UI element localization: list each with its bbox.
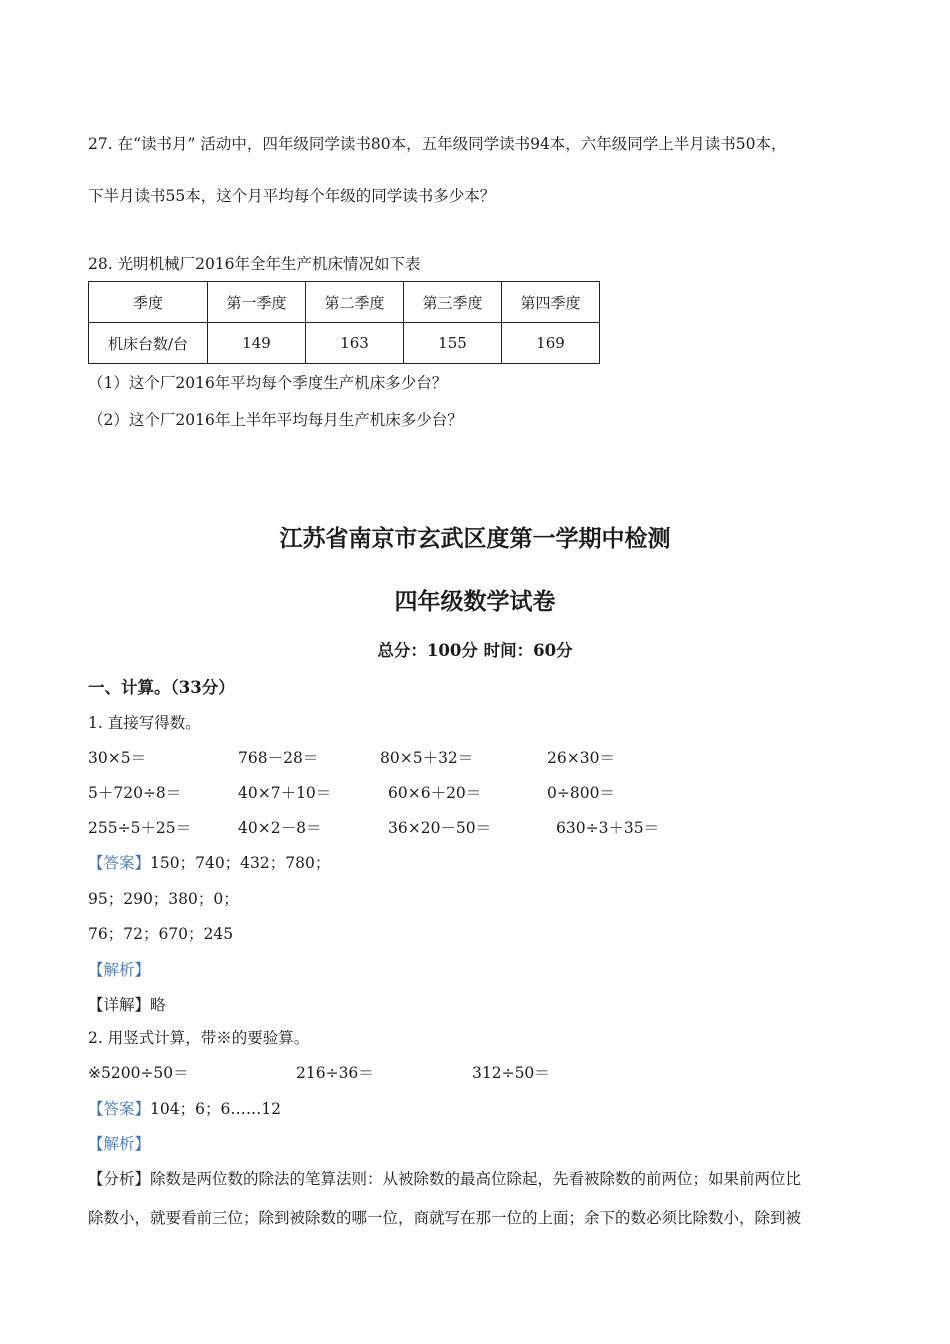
q27-line2: 下半月读书55本，这个月平均每个年级的同学读书多少本？ — [88, 187, 496, 205]
analysis-tag: 【解析】 — [88, 961, 151, 979]
q28-sub2: （2）这个厂2016年上半年平均每月生产机床多少台？ — [88, 411, 463, 429]
section-heading: 一、计算。（33分） — [88, 678, 235, 697]
answer-text: 104；6；6……12 — [150, 1100, 282, 1118]
detail-line: 【详解】略 — [88, 996, 166, 1014]
table-row — [89, 323, 600, 364]
calc-item: 40×2－8＝ — [238, 819, 322, 837]
calc-item: 5＋720÷8＝ — [88, 784, 182, 802]
answer-tag: 【答案】 — [88, 854, 151, 872]
calc-item: 40×7＋10＝ — [238, 784, 332, 802]
exam-subject-title: 四年级数学试卷 — [394, 588, 556, 615]
table-header-row — [89, 282, 600, 323]
calc-item: 255÷5＋25＝ — [88, 819, 192, 837]
table-cell: 第二季度 — [306, 282, 404, 323]
q28-sub1: （1）这个厂2016年平均每个季度生产机床多少台？ — [88, 374, 448, 392]
calc-item: 26×30＝ — [547, 749, 615, 767]
answer-line: 76；72；670；245 — [88, 925, 234, 943]
analysis-line: 【分析】除数是两位数的除法的笔算法则：从被除数的最高位除起，先看被除数的前两位；如果前两位比 — [88, 1170, 802, 1188]
analysis-tag: 【解析】 — [88, 1135, 151, 1153]
answer-line: 95；290；380；0； — [88, 890, 239, 908]
table-cell: 第三季度 — [404, 282, 502, 323]
table-cell: 155 — [404, 323, 502, 364]
calc-item: 312÷50＝ — [472, 1064, 550, 1082]
calc-item: ※5200÷50＝ — [88, 1064, 189, 1082]
table-cell: 机床台数/台 — [89, 323, 208, 364]
calc-item: 0÷800＝ — [547, 784, 615, 802]
problem2-label: 2. 用竖式计算，带※的要验算。 — [88, 1029, 310, 1047]
q28-intro: 28. 光明机械厂2016年全年生产机床情况如下表 — [88, 255, 421, 273]
table-cell: 第四季度 — [502, 282, 600, 323]
answer-tag: 【答案】 — [88, 1100, 151, 1118]
q27-line1: 27. 在“读书月” 活动中，四年级同学读书80本，五年级同学读书94本，六年级同学上半月读书50本， — [88, 135, 787, 153]
calc-item: 80×5＋32＝ — [380, 749, 474, 767]
table-cell: 163 — [306, 323, 404, 364]
table-cell: 149 — [208, 323, 306, 364]
answer-line — [88, 851, 330, 873]
calc-item: 768－28＝ — [238, 749, 319, 767]
table-cell: 169 — [502, 323, 600, 364]
calc-item: 630÷3＋35＝ — [556, 819, 660, 837]
production-table — [88, 281, 600, 364]
table-cell: 季度 — [89, 282, 208, 323]
problem1-label: 1. 直接写得数。 — [88, 714, 201, 732]
analysis-line: 除数小，就要看前三位；除到被除数的哪一位，商就写在那一位的上面；余下的数必须比除数小，除到被 — [88, 1209, 802, 1227]
exam-title: 江苏省南京市玄武区度第一学期中检测 — [279, 525, 671, 552]
table-cell: 第一季度 — [208, 282, 306, 323]
answer-line — [88, 1097, 281, 1119]
calc-item: 216÷36＝ — [296, 1064, 374, 1082]
calc-item: 60×6＋20＝ — [388, 784, 482, 802]
calc-item: 30×5＝ — [88, 749, 147, 767]
exam-score-time: 总分：100分 时间：60分 — [377, 641, 573, 660]
calc-item: 36×20－50＝ — [388, 819, 492, 837]
answer-text: 150；740；432；780； — [150, 854, 331, 872]
